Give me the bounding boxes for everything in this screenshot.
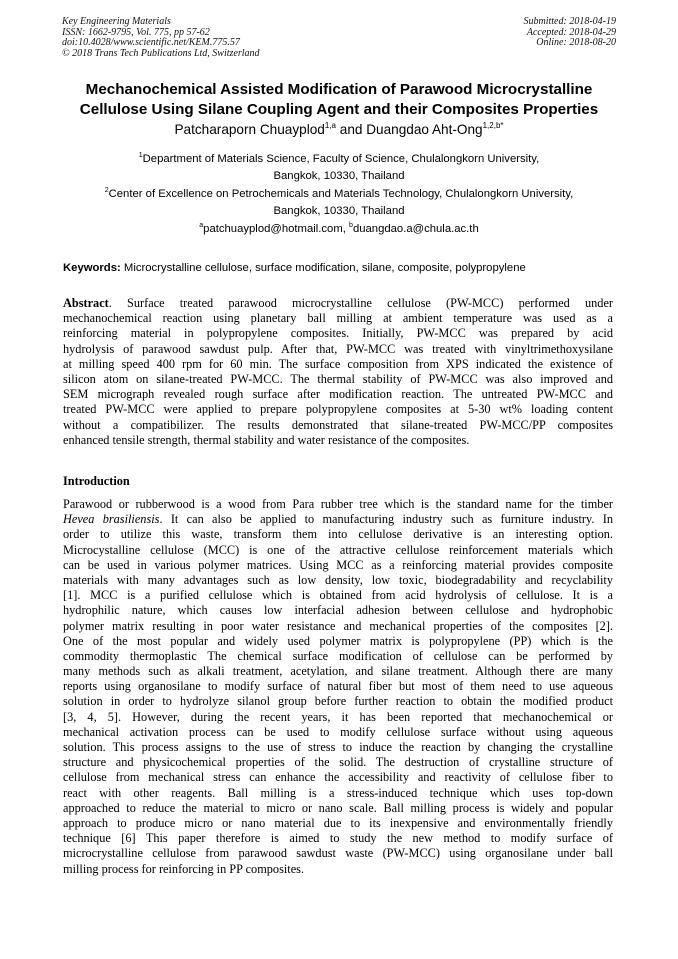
intro-line: solution in order to hydrolyze silanol group before further reaction to obtain the modified product — [63, 694, 613, 709]
section-heading-introduction: Introduction — [63, 474, 130, 488]
email-sup: b — [349, 222, 353, 229]
title-line: Cellulose Using Silane Coupling Agent and their Composites Properties — [79, 101, 599, 118]
intro-line: Microcystalline cellulose (MCC) is one of the attractive cellulose reinforcement materials which — [63, 542, 613, 557]
copyright-line: © 2018 Trans Tech Publications Ltd, Switzerland — [62, 48, 260, 60]
abstract-line: enhanced tensile strength, thermal stability and water resistance of the composites. — [63, 432, 470, 447]
affiliation-1 — [40, 151, 638, 184]
author-emails — [40, 221, 638, 238]
online-date: Online: 2018-08-20 — [536, 37, 616, 49]
intro-line: solution. This process assigns to the use of stress to induce the reaction by changing the crystalline — [63, 740, 613, 754]
intro-line: commodity thermoplastic The chemical surface modification of cellulose can be performed by — [63, 648, 613, 663]
email-sup: a — [199, 222, 204, 229]
abstract-line: reinforcing material in polypropylene composites. Initially, PW-MCC was prepared by acid — [63, 326, 613, 341]
intro-line: reports using organosilane to modify surface of natural fiber but most of them need to use aqueous — [63, 679, 613, 694]
intro-line: microcrystalline cellulose from parawood sawdust waste (PW-MCC) using organosilane under ball — [63, 846, 613, 861]
abstract-line: SEM micrograph revealed rough surface after modification reaction. The untreated PW-MCC and — [63, 387, 613, 402]
affiliation-city: Bangkok, 10330, Thailand — [273, 169, 405, 182]
submission-dates — [524, 17, 617, 49]
title-line: Mechanochemical Assisted Modification of Parawood Microcrystalline — [85, 81, 593, 98]
intro-line: Hevea brasiliensis. It can also be applied to manufacturing industry such as furniture industry. In — [63, 512, 613, 527]
abstract-line: at milling speed 400 rpm for 60 min. The surface composition from XPS indicated the existence of — [63, 356, 613, 371]
keywords — [63, 262, 526, 274]
intro-line: [1]. MCC is a purified cellulose which is obtained from acid hydrolysis of cellulose. It is a — [63, 588, 613, 603]
email-address: duangdao.a@chula.ac.th — [352, 223, 479, 235]
abstract-line: mechanochemical reaction using planetary ball milling at ambient temperature was used as a — [63, 311, 613, 326]
species-name: Hevea brasiliensis — [63, 512, 160, 527]
author-name: Patcharaporn Chuayplod — [174, 122, 325, 137]
keywords-label: Keywords: — [63, 262, 121, 274]
issn-line: ISSN: 1662-9795, Vol. 775, pp 57-62 — [62, 26, 210, 38]
email-address: patchuayplod@hotmail.com, — [203, 223, 350, 235]
submitted-date: Submitted: 2018-04-19 — [523, 16, 616, 27]
affiliation-number: 2 — [104, 187, 109, 194]
author-affiliation-sup: 1,a — [324, 121, 336, 130]
accepted-date: Accepted: 2018-04-29 — [526, 26, 616, 38]
intro-line: react with other reagents. Ball milling is a stress-induced technique which uses top-down — [63, 785, 613, 800]
abstract-line: hydrolysis of parawood sawdust pulp. After that, PW-MCC was treated with vinyltrimethoxysilane — [63, 341, 613, 356]
affiliation-text: Center of Excellence on Petrochemicals and Materials Technology, Chulalongkorn University, — [108, 188, 574, 200]
intro-line: milling process for reinforcing in PP composites. — [63, 861, 305, 876]
intro-line: materials with many advantages such as low density, low toxic, biodegradability and recyclability — [63, 572, 613, 587]
author-affiliation-sup: 1,2,b* — [482, 121, 504, 130]
abstract-line: Abstract. Surface treated parawood microcrystalline cellulose (PW-MCC) performed under — [63, 296, 613, 310]
introduction-body — [63, 497, 613, 877]
intro-line: Parawood or rubberwood is a wood from Para rubber tree which is the standard name for the timber — [63, 497, 613, 511]
abstract-label: Abstract — [63, 296, 109, 310]
author-name: Duangdao Aht-Ong — [366, 122, 483, 137]
intro-line: structure and physicochemical properties of the solid. The destruction of crystalline structure of — [63, 755, 613, 770]
intro-line: approach to produce micro or nano material due to its inexpensive and environmentally friendly — [63, 815, 613, 830]
affiliation-text: Department of Materials Science, Faculty of Science, Chulalongkorn University, — [142, 153, 540, 165]
abstract-line: without a compatibilizer. The results demonstrated that silane-treated PW-MCC/PP composites — [63, 417, 613, 432]
journal-name: Key Engineering Materials — [62, 16, 171, 27]
keywords-text: Microcrystalline cellulose, surface modification, silane, composite, polypropylene — [120, 262, 526, 274]
journal-info — [62, 17, 260, 60]
affiliation-2 — [40, 186, 638, 219]
intro-line: cellulose from mechanical stress can enhance the accessibility and reactivity of cellulose fiber to — [63, 770, 613, 785]
paper-title — [40, 80, 638, 120]
intro-line: order to utilize this waste, transform them into cellulose derivative is an interesting option. — [63, 527, 613, 542]
intro-line: can be used in various polymer matrices. Using MCC as a reinforcing material provides composite — [63, 557, 613, 572]
intro-line: mechanical activation process can be used to modify cellulose surface without using aqueous — [63, 724, 613, 739]
author-list — [40, 122, 638, 137]
abstract — [63, 296, 613, 448]
abstract-line: treated PW-MCC were applied to prepare polypropylene composites at 5-30 wt% loading content — [63, 402, 613, 417]
intro-line: One of the most popular and widely used polymer matrix is polypropylene (PP) which is the — [63, 633, 613, 648]
affiliation-city: Bangkok, 10330, Thailand — [273, 204, 405, 217]
intro-line: many methods such as alkali treatment, acetylation, and silane treatment. Although there are many — [63, 664, 613, 679]
intro-line: hydrophilic nature, which causes low interfacial adhesion between cellulose and hydrophobic — [63, 603, 613, 618]
intro-line: approached to reduce the material to micro or nano scale. Ball milling process is widely and popular — [63, 800, 613, 815]
intro-line: technique [6] This paper therefore is aimed to study the new method to modify surface of — [63, 831, 613, 846]
doi-line: doi:10.4028/www.scientific.net/KEM.775.57 — [62, 37, 240, 49]
affiliation-number: 1 — [138, 152, 143, 159]
abstract-line: silicon atom on silane-treated PW-MCC. The thermal stability of PW-MCC was also improved and — [63, 371, 613, 386]
author-connector: and — [335, 122, 367, 137]
intro-line: polymer matrix resulting in poor water resistance and mechanical properties of the composites [2]. — [63, 618, 613, 633]
intro-line: [3, 4, 5]. However, during the recent years, it has been reported that mechanochemical or — [63, 709, 613, 724]
